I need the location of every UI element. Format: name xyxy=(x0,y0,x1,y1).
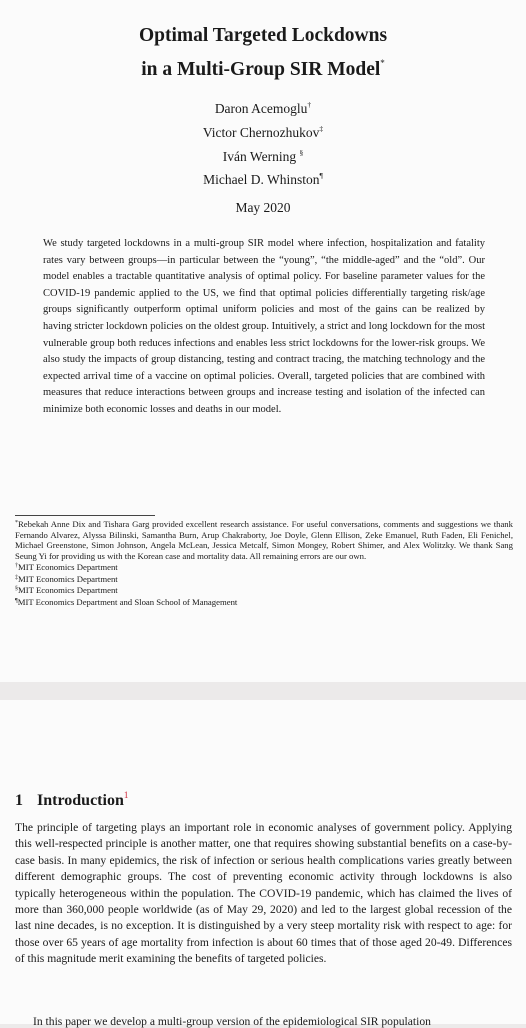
abstract-text: We study targeted lockdowns in a multi-group SIR model where infection, hospitalization and fatality rates vary between groups—in particular between the “young”, “the middle-aged” and the “old”. Our model enables a tractable quantitative analysis of optimal policy. For baseline parameter values for the COVID-19 pandemic applied to the US, we find that optimal policies differentially targeting risk/age groups significantly outperform optimal uniform policies and most of the gains can be realized by having stricter lockdown policies on the oldest group. Intuitively, a strict and long lockdown for the most vulnerable group both reduces infections and enables less strict lockdowns for the lower-risk groups. We also study the impacts of group distancing, testing and contract tracing, the matching technology and the expected arrival time of a vaccine on optimal policies. Overall, targeted policies that are combined with measures that reduce interactions between groups and increase testing and isolation of the infected can minimize both economic losses and deaths in our model. xyxy=(43,238,485,415)
section-footnote-link[interactable]: 1 xyxy=(123,790,129,800)
thanks-text: Rebekah Anne Dix and Tishara Garg provided excellent research assistance. For useful conversations, comments and suggestions we thank Fernando Alvarez, Alyssa Bilinski, Samantha Burn, Arup Chakraborty, Joe Doyle, Glenn Ellison, Zeke Emanuel, Ruth Faden, Eli Fenichel, Michael Greenstone, Simon Johnson, Angela McLean, Jessica Metcalf, Simon Mongey, Robert Shimer, and Alex Wolitzky. We thank Sang Seung Yi for providing us with the Korean case and mortality data. All remaining errors are our own. xyxy=(15,519,513,561)
title-line-1: Optimal Targeted Lockdowns xyxy=(138,25,388,46)
section-title: Introduction xyxy=(37,792,124,809)
footnote-rule xyxy=(15,515,155,516)
next-paragraph-fragment: In this paper we develop a multi-group version of the epidemiological SIR population xyxy=(33,1015,431,1028)
author-mark: § xyxy=(299,148,304,157)
affiliation-1 xyxy=(15,561,513,573)
section-heading xyxy=(15,784,128,812)
intro-body xyxy=(15,820,512,968)
affiliation-mark: † xyxy=(15,563,18,569)
author-name: Daron Acemoglu xyxy=(214,101,308,116)
affiliation-2 xyxy=(15,573,513,585)
affiliation-text: MIT Economics Department xyxy=(18,562,118,572)
affiliation-4 xyxy=(15,596,513,608)
affiliation-text: MIT Economics Department xyxy=(18,585,118,595)
paper-date xyxy=(0,200,526,216)
title-footnote-mark: * xyxy=(380,58,385,68)
affiliation-text: MIT Economics Department xyxy=(18,573,118,584)
thanks-mark: * xyxy=(15,520,18,526)
author-mark: † xyxy=(307,100,312,109)
thanks-footnote xyxy=(15,518,513,561)
footnotes xyxy=(15,518,513,607)
abstract xyxy=(43,236,485,419)
author-name: Victor Chernozhukov xyxy=(202,125,320,140)
author-3 xyxy=(0,145,526,165)
intro-paragraph: The principle of targeting plays an important role in economic analyses of government policy. Applying this well-respected principle is another matter, one that requires showing substantial benefits on a case-by-case basis. In many epidemics, the risk of infection or serious health complications varies greatly between different demographic groups. The cost of preventing economic activity through lockdowns is also typically heterogeneous within the population. The COVID-19 pandemic, which has claimed the lives of more than 360,000 people worldwide (as of May 29, 2020) and led to the largest global recession of the last nine decades, is no exception. It is distinguished by a very steep mortality risk with respect to age: for those over 65 years of age mortality from infection is about 60 times that of those aged 20-49. Differences of this magnitude merit examining the benefits of targeted policies. xyxy=(15,821,512,966)
title-line-2: in a Multi-Group SIR Model xyxy=(141,59,381,80)
affiliation-3 xyxy=(15,584,513,596)
author-name: Iván Werning xyxy=(222,149,297,164)
author-1 xyxy=(0,97,526,117)
section-number: 1 xyxy=(15,792,23,809)
paper-title xyxy=(0,22,526,49)
affiliation-mark: ‡ xyxy=(15,574,18,581)
affiliation-text: MIT Economics Department and Sloan School of Management xyxy=(17,596,238,607)
author-2 xyxy=(0,121,526,141)
affiliation-mark: ¶ xyxy=(15,597,18,604)
date-text: May 2020 xyxy=(235,200,291,215)
author-4 xyxy=(0,168,526,188)
paper-title-line-2 xyxy=(0,50,526,83)
affiliation-mark: § xyxy=(15,586,18,592)
author-mark: ‡ xyxy=(319,124,324,133)
author-mark: ¶ xyxy=(319,171,323,180)
author-name: Michael D. Whinston xyxy=(203,172,320,187)
